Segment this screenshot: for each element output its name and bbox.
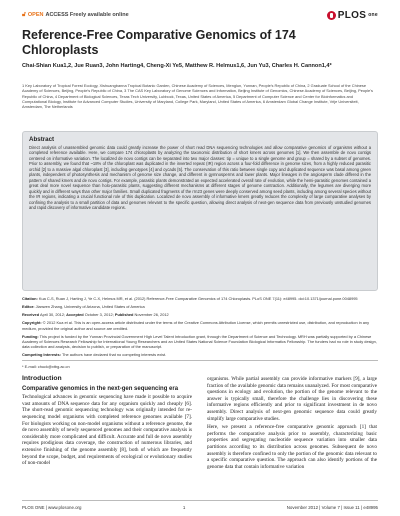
funding-line — [22, 334, 378, 350]
citation-text: Kua C-S, Ruan J, Harting J, Ye C-X, Helmus MR, et al. (2012) Reference-Free Comparative Genomics of 174 Chloroplasts. PLoS ONE 7(11): e48995. doi:10.1371/journal.pone.0048995 — [38, 296, 358, 301]
page-number: 1 — [182, 504, 186, 510]
introduction-heading: Introduction — [22, 375, 62, 382]
journal-logo-sub: one — [368, 12, 378, 18]
footer-issue: November 2012 | Volume 7 | Issue 11 | e48995 — [286, 504, 378, 510]
citation-line — [22, 296, 378, 301]
competing-text: The authors have declared that no competing interests exist. — [61, 352, 167, 358]
page-footer — [22, 500, 378, 511]
open-access-badge — [22, 12, 129, 19]
affiliations: 1 Key Laboratory of Tropical Forest Ecology, Xishuangbanna Tropical Botanic Garden, Chinese Academy of Sciences, Menglun, Yunnan, People's Republic of China, 2 Graduate School of the Chinese Academy of Sciences, Beijing, People's Republic of China, 3 The CAS Key Laboratory of Genome Sciences and Information, Beijing Institute of Genomics, Chinese Academy of Sciences, Beijing, People's Republic of China, 4 Department of Biological Sciences, Texas Tech University, Lubbock, Texas, United States of America, 5 Department of Computer Science and Center for Bioinformatics and Computational Biology, Institute for Advanced Computer Studies, University of Maryland, College Park, Maryland, United States of America, 6 Amsterdam Global Change Institute, Vrije Universiteit, Amsterdam, The Netherlands — [22, 83, 373, 110]
open-access-open-label: OPEN — [27, 12, 44, 18]
page-header — [22, 8, 378, 22]
accepted-date: October 3, 2012; — [84, 312, 114, 318]
journal-logo — [327, 10, 378, 21]
footer-journal: PLOS ONE | www.plosone.org — [22, 504, 82, 510]
intro-paragraph-3: Here, we present a reference-free comparative genomic approach [1] that performs the comparative analysis prior to assembly, characterizing basic properties and segregating nucleotide sequence variation into smaller data partitions according to its distribution across genomes. Subsequent de novo assembly is therefore confined to only the portion of the genomic data relevant to a specific comparative question. The approach can also identify portions of the genome data that contain informative variation — [207, 424, 377, 470]
copyright-line — [22, 320, 378, 331]
accepted-label: Accepted — [66, 312, 84, 318]
body-column-right — [207, 376, 377, 472]
intro-paragraph-1: Technological advances in genomic sequencing have made it possible to acquire vast amounts of DNA sequence data for any organism quickly and cheaply [6]. The short-read genomic sequencing technology was originally intended for re-sequencing model organisms with completed reference genomes available [7]. For biologists working on non-model organisms without a reference genome, the de novo assembly of newly sequenced genomes and their comparative analysis is considerably more complicated and difficult. Accurate and full de novo assembly requires prodigious data coverage, the construction of numerous libraries, and extensive finishing of the genome assembly [8], both of which are frequently beyond the scope, budget, and requirements of ecological or evolutionary studies of non-model — [22, 394, 192, 467]
citation-label: Citation: — [22, 296, 38, 301]
received-label: Received — [22, 312, 40, 318]
published-label: Published — [114, 312, 134, 318]
journal-logo-text: PLOS — [337, 9, 367, 21]
meta-divider — [22, 360, 378, 361]
article-title: Reference-Free Comparative Genomics of 174 Chloroplasts — [22, 28, 296, 57]
open-lock-icon: 🔓︎ — [22, 11, 26, 18]
open-access-rest-label: ACCESS Freely available online — [45, 12, 129, 18]
editor-line — [22, 304, 378, 309]
editor-label: Editor: — [22, 304, 35, 310]
copyright-text: © 2012 Kua et al. This is an open-access article distributed under the terms of the Creative Commons Attribution License, which permits unrestricted use, distribution, and reproduction in any medium, provided the original author and source are credited. — [22, 320, 370, 331]
published-date: November 26, 2012 — [134, 312, 169, 318]
intro-paragraph-2: organisms. While partial assembly can provide informative markers [9], a large fraction of the available genomic data remains unanalyzed. For most comparative questions in ecology and evolution, the portion of the genome relevant to the answer is typically small, therefore the challenge lies in discovering these informative regions efficiently and prior to significant investment in de novo assembly. Direct analysis of next-gen genomic sequence data could greatly simplify large comparative studies. — [207, 376, 377, 422]
abstract-body: Direct analysis of unassembled genomic data could greatly increase the power of short read DNA sequencing technologies and allow comparative genomics of organisms without a completed reference available. Here, we compare 174 chloroplasts by analyzing the taxonomic distribution of short kmers across genomes [1]. We then assemble de novo contigs centered on informative variation. The localized de novo contigs can be separated into two major classes: tip = unique to a single genome and group = shared by a subset of genomes. Prior to assembly, we found that ~18% of the chloroplast was duplicated in the inverted repeat (IR) region across a four-fold difference in genome sizes, from a highly reduced parasitic orchid [2] to a massive algal chloroplast [3], including genotypes [4] and cycads [5]. The conservation of this ratio between single copy and duplicated sequence was basal among green plants, independent of photosynthesis and mechanism of genome size change, and different in gymnosperms and lower plants. Major lineages in the angiosperm clade differed in the pattern of shared kmers and de novo contigs. For example, parasitic plants demonstrated an expected accelerated overall rate of evolution, while the hemi-parasitic genomes contained a great deal more novel sequence than holo-parasitic plants, suggesting different mechanisms at different stages of genome contraction. Additionally, the legumes are diverging more quickly and in different ways than other major families. Small duplicated fragments of the rrn23 genes were deeply conserved among seed plants, including among several species without the IR regions, indicating a crucial functional role of this duplication. Localized de novo assembly of informative kmers greatly reduces the complexity of large comparative analyses by confining the analysis to a small partition of data and genomes relevant to the specific question, allowing direct analysis of next-gen sequence data from previously unstudied genomes and rapid discovery of informative candidate regions. — [29, 145, 371, 210]
competing-label: Competing Interests: — [22, 352, 61, 358]
received-date: April 30, 2012; — [39, 312, 66, 318]
body-column-left — [22, 376, 192, 469]
funding-text: This project is funded by the Yunnan Provincial Government High Level Talent Introduction grant, through the Department of Science and Technology. MRH was partially supported by a Chinese Academy of Sciences Research Fellowship for International Young Researchers and an United States National Science Foundation Biological Informatics Fellowship. The funders had no role in study design, data collection and analysis, decision to publish, or preparation of the manuscript. — [22, 333, 377, 350]
abstract-heading: Abstract — [29, 136, 55, 143]
copyright-label: Copyright: — [22, 320, 42, 326]
author-list: Chai-Shian Kua1,2, Jue Ruan3, John Harting4, Cheng-Xi Ye5, Matthew R. Helmus1,6, Jun Yu3, Charles H. Cannon1,4* — [22, 63, 332, 69]
email-line: * E-mail: chuck@xtbg.ac.cn — [22, 364, 70, 370]
funding-label: Funding: — [22, 333, 39, 339]
competing-line — [22, 352, 378, 357]
subsection-heading: Comparative genomics in the next-gen sequencing era — [22, 385, 179, 392]
dates-line — [22, 312, 378, 317]
abstract-box — [22, 131, 378, 291]
article-metadata — [22, 296, 378, 373]
plos-logo-icon — [327, 11, 336, 20]
editor-text: Jianwen Zhang, University of Arizona, United States of America — [35, 304, 145, 310]
